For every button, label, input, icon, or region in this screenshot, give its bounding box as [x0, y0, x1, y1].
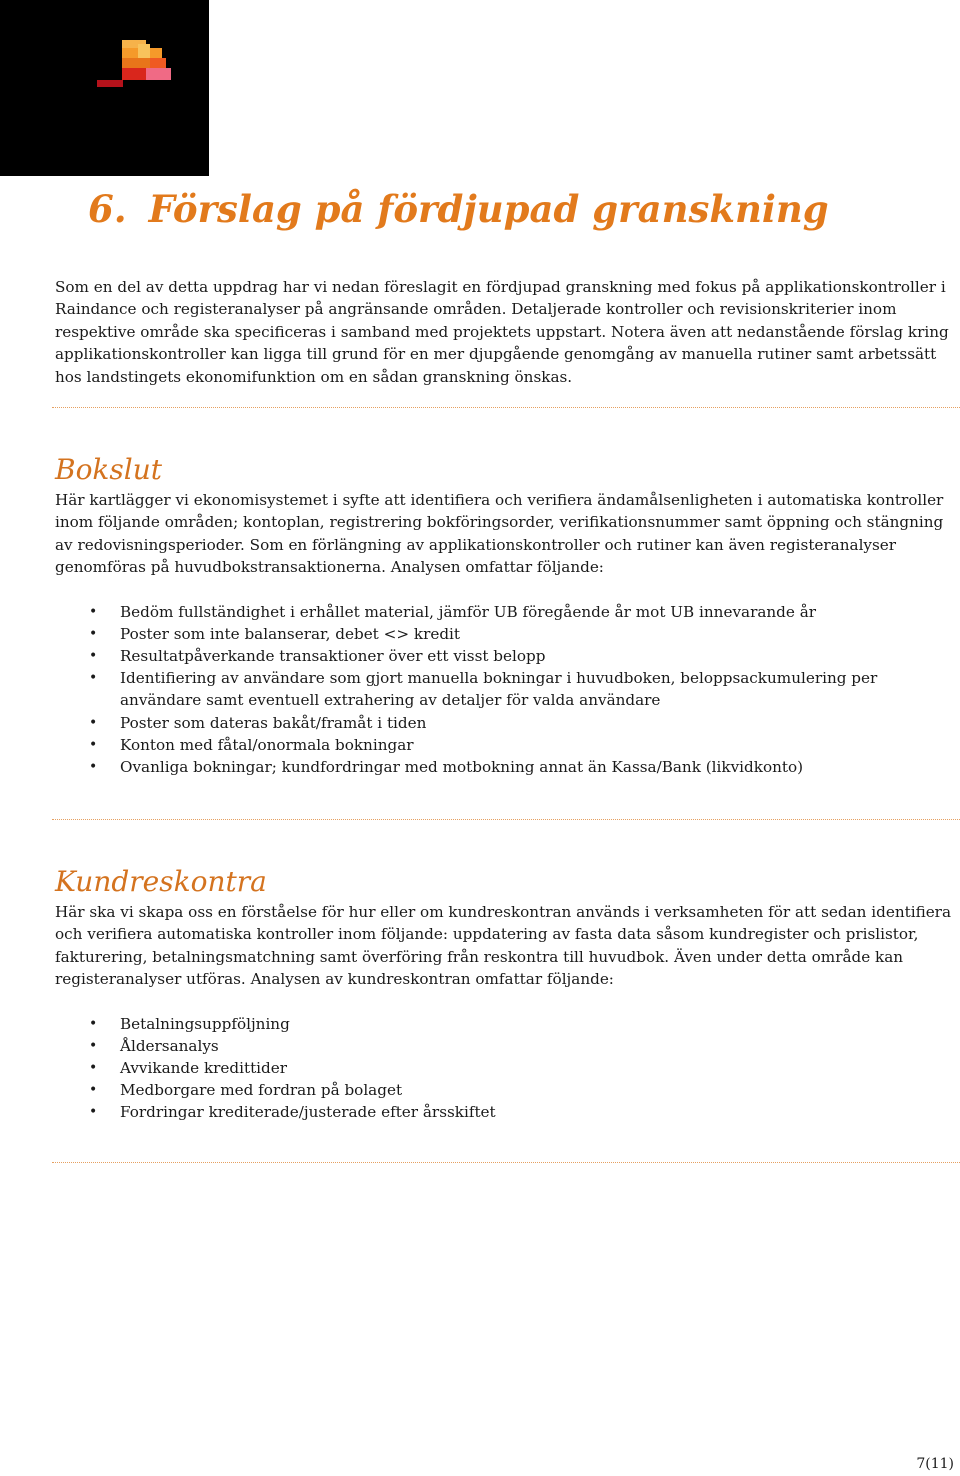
- list-item: • Fordringar krediterade/justerade efter årsskiftet: [55, 1101, 960, 1123]
- section-body: Här ska vi skapa oss en förståelse för hur eller om kundreskontran används i verksamheten för att sedan identifiera och verifiera automatiska kontroller inom följande: uppdatering av fasta data såsom kundregister och prislistor, fakturering, betalningsmatchning samt överföring från reskontra till huvudbok. Även under detta område kan registeranalyser utföras. Analysen av kundreskontran omfattar följande:: [55, 903, 951, 989]
- bullet-icon: •: [89, 1037, 98, 1054]
- section-body: Här kartlägger vi ekonomisystemet i syfte att identifiera och verifiera ändamålsenligheten i automatiska kontroller inom följande områden; kontoplan, registrering bokföringsorder, verifikationsnummer samt öppning och stängning av redovisningsperioder. Som en förlängning av applikationskontroller och rutiner kan även registeranalyser genomföras på huvudbokstransaktionerna. Analysen omfattar följande:: [55, 491, 944, 577]
- divider: [52, 407, 960, 408]
- list-item: • Avvikande kredittider: [55, 1057, 960, 1079]
- section-number: 6.: [88, 187, 127, 231]
- bullet-icon: •: [89, 603, 98, 620]
- page-title: [88, 186, 829, 232]
- bullet-icon: •: [89, 625, 98, 642]
- section-title: Förslag på fördjupad granskning: [148, 187, 829, 231]
- section-heading: Bokslut: [55, 453, 163, 486]
- pwc-logo-icon: [0, 0, 209, 176]
- list-item: • Konton med fåtal/onormala bokningar: [55, 734, 960, 756]
- divider: [52, 819, 960, 820]
- bullet-icon: •: [89, 648, 98, 665]
- section-heading: Kundreskontra: [55, 865, 267, 898]
- intro-paragraph: Som en del av detta uppdrag har vi nedan föreslagit en fördjupad granskning med fokus på applikationskontroller i Raindance och registeranalyser på angränsande områden. Detaljerade kontroller och revisionskriterier inom respektive område ska specificeras i samband med projektets uppstart. Notera även att nedanstående förslag kring applikationskontroller kan ligga till grund för en mer djupgående genomgång av manuella rutiner samt arbetssätt hos landstingets ekonomifunktion om en sådan granskning önskas.: [55, 278, 949, 386]
- logo-block: [0, 0, 209, 176]
- bullet-list: [55, 1013, 960, 1124]
- list-item: • Bedöm fullständighet i erhållet material, jämför UB föregående år mot UB innevarande år: [55, 601, 960, 623]
- list-item: • Resultatpåverkande transaktioner över ett visst belopp: [55, 645, 960, 667]
- list-item: • Betalningsuppföljning: [55, 1013, 960, 1035]
- list-item: • Åldersanalys: [55, 1035, 960, 1057]
- bullet-icon: •: [89, 1015, 98, 1032]
- list-item: • Medborgare med fordran på bolaget: [55, 1079, 960, 1101]
- list-item: • Identifiering av användare som gjort manuella bokningar i huvudboken, beloppsackumulering per användare samt eventuell extrahering av detaljer för valda användare: [89, 669, 878, 710]
- list-item: • Poster som dateras bakåt/framåt i tiden: [55, 712, 960, 734]
- divider: [52, 1162, 960, 1163]
- bullet-icon: •: [89, 670, 98, 687]
- section-bokslut: [55, 453, 960, 778]
- bullet-icon: •: [89, 759, 98, 776]
- section-kundreskontra: [55, 865, 960, 1124]
- bullet-icon: •: [89, 714, 98, 731]
- list-item: • Poster som inte balanserar, debet <> kredit: [55, 623, 960, 645]
- list-item: • Ovanliga bokningar; kundfordringar med motbokning annat än Kassa/Bank (likvidkonto): [55, 756, 960, 778]
- bullet-icon: •: [89, 1060, 98, 1077]
- bullet-icon: •: [89, 736, 98, 753]
- bullet-icon: •: [89, 1082, 98, 1099]
- bullet-icon: •: [89, 1104, 98, 1121]
- page-number: 7(11): [916, 1456, 954, 1472]
- bullet-list: [55, 601, 960, 779]
